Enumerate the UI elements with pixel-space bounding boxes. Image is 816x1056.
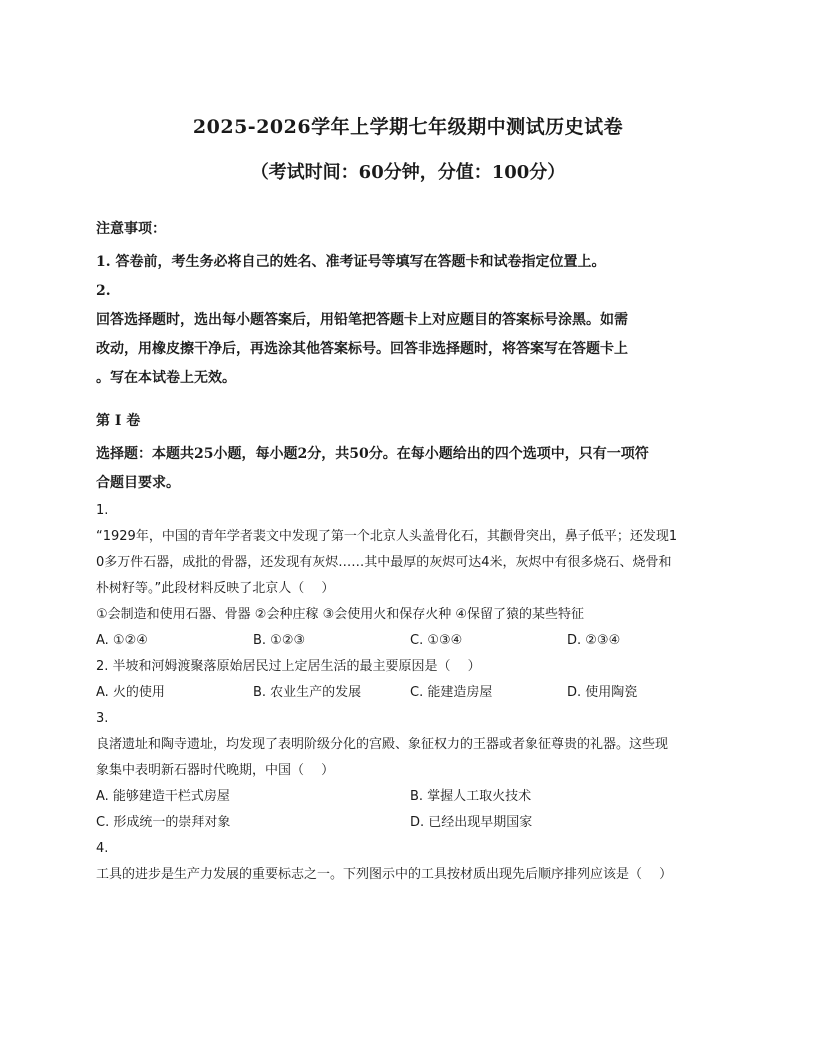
question-1-options bbox=[96, 628, 724, 654]
exam-title: 2025-2026学年上学期七年级期中测试历史试卷 bbox=[192, 116, 624, 138]
question-1-stem: 朴树籽等。”此段材料反映了北京人（ ） bbox=[96, 581, 335, 596]
notes-item-1: 1. 答卷前，考生务必将自己的姓名、准考证号等填写在答题卡和试卷指定位置上。 bbox=[96, 254, 606, 270]
notes-item-2-line: 回答选择题时，选出每小题答案后，用铅笔把答题卡上对应题目的答案标号涂黑。如需 bbox=[96, 312, 628, 328]
notes-item-2-number: 2. bbox=[96, 283, 111, 299]
option-d[interactable]: D. 使用陶瓷 bbox=[567, 685, 638, 700]
exam-subtitle: （考试时间：60分钟，分值：100分） bbox=[250, 162, 566, 183]
question-1-stem: 0多万件石器，成批的骨器，还发现有灰烬……其中最厚的灰烬可达4米，灰烬中有很多烧石、烧骨和 bbox=[96, 555, 672, 570]
option-b[interactable]: B. ①②③ bbox=[253, 633, 306, 648]
option-b[interactable]: B. 农业生产的发展 bbox=[253, 685, 362, 700]
question-3-number: 3. bbox=[96, 711, 109, 726]
question-2-options bbox=[96, 680, 724, 706]
option-c[interactable]: C. ①③④ bbox=[410, 633, 463, 648]
option-d[interactable]: D. ②③④ bbox=[567, 633, 621, 648]
section-instructions: 选择题：本题共25小题，每小题2分，共50分。在每小题给出的四个选项中，只有一项符 bbox=[96, 446, 649, 462]
section-instructions: 合题目要求。 bbox=[96, 475, 180, 491]
option-a[interactable]: A. ①②④ bbox=[96, 633, 148, 648]
option-a[interactable]: A. 能够建造干栏式房屋 bbox=[96, 789, 230, 804]
option-c[interactable]: C. 形成统一的崇拜对象 bbox=[96, 815, 231, 830]
question-1-number: 1. bbox=[96, 503, 109, 518]
question-2-stem: 2. 半坡和河姆渡聚落原始居民过上定居生活的最主要原因是（ ） bbox=[96, 659, 481, 674]
option-b[interactable]: B. 掌握人工取火技术 bbox=[410, 789, 532, 804]
question-3-options bbox=[96, 810, 724, 836]
question-1-statements: ①会制造和使用石器、骨器 ②会种庄稼 ③会使用火和保存火种 ④保留了猿的某些特征 bbox=[96, 607, 585, 622]
question-3-options bbox=[96, 784, 724, 810]
notes-item-2-line: 改动，用橡皮擦干净后，再选涂其他答案标号。回答非选择题时，将答案写在答题卡上 bbox=[96, 341, 628, 357]
question-4-number: 4. bbox=[96, 841, 109, 856]
notes-heading: 注意事项： bbox=[96, 221, 166, 237]
question-3-stem: 良渚遗址和陶寺遗址，均发现了表明阶级分化的宫殿、象征权力的王器或者象征尊贵的礼器。这些现 bbox=[96, 737, 669, 752]
exam-body bbox=[96, 215, 724, 888]
option-d[interactable]: D. 已经出现早期国家 bbox=[410, 815, 533, 830]
option-a[interactable]: A. 火的使用 bbox=[96, 685, 165, 700]
section-label: 第 I 卷 bbox=[96, 413, 141, 429]
question-1-stem: “1929年，中国的青年学者裴文中发现了第一个北京人头盖骨化石，其颧骨突出，鼻子低平；还发现1 bbox=[96, 529, 678, 544]
question-4-stem: 工具的进步是生产力发展的重要标志之一。下列图示中的工具按材质出现先后顺序排列应该是（ ） bbox=[96, 867, 673, 882]
notes-item-2-line: 。写在本试卷上无效。 bbox=[96, 370, 236, 386]
option-c[interactable]: C. 能建造房屋 bbox=[410, 685, 493, 700]
question-3-stem: 象集中表明新石器时代晚期，中国（ ） bbox=[96, 763, 335, 778]
